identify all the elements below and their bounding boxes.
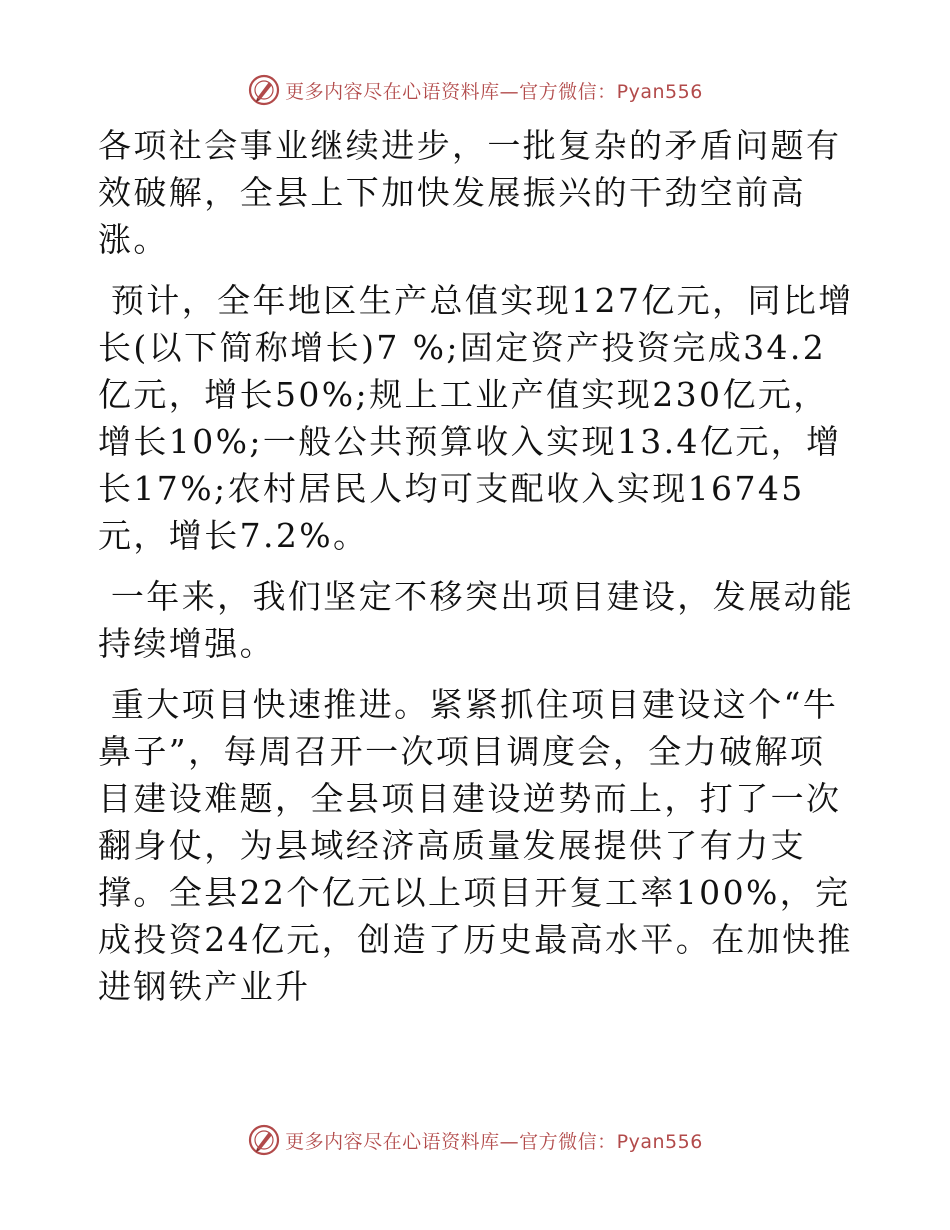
pen-logo-icon: [247, 73, 281, 107]
pen-logo-icon: [247, 1123, 281, 1157]
paragraph-4: 重大项目快速推进。紧紧抓住项目建设这个“牛鼻子”，每周召开一次项目调度会，全力破解项目建设难题，全县项目建设逆势而上，打了一次翻身仗，为县域经济高质量发展提供了有力支撑。全县22个亿元以上项目开复工率100%，完成投资24亿元，创造了历史最高水平。在加快推进钢铁产业升: [98, 685, 853, 1006]
footer-watermark: [0, 1120, 950, 1160]
paragraph-1: 各项社会事业继续进步，一批复杂的矛盾问题有效破解，全县上下加快发展振兴的干劲空前高涨。: [98, 126, 842, 259]
watermark-text: 更多内容尽在心语资料库—官方微信：Pyan556: [285, 1130, 703, 1153]
paragraph-2: 预计，全年地区生产总值实现127亿元，同比增长(以下简称增长)7 %;固定资产投资完成34.2亿元，增长50%;规上工业产值实现230亿元，增长10%;一般公共预算收入实现13.4亿元，增长17%;农村居民人均可支配收入实现16745元，增长7.2%。: [98, 281, 854, 555]
watermark-text: 更多内容尽在心语资料库—官方微信：Pyan556: [285, 80, 703, 103]
document-body: [98, 122, 858, 1010]
paragraph-3: 一年来，我们坚定不移突出项目建设，发展动能持续增强。: [98, 577, 855, 663]
header-watermark: [0, 70, 950, 110]
